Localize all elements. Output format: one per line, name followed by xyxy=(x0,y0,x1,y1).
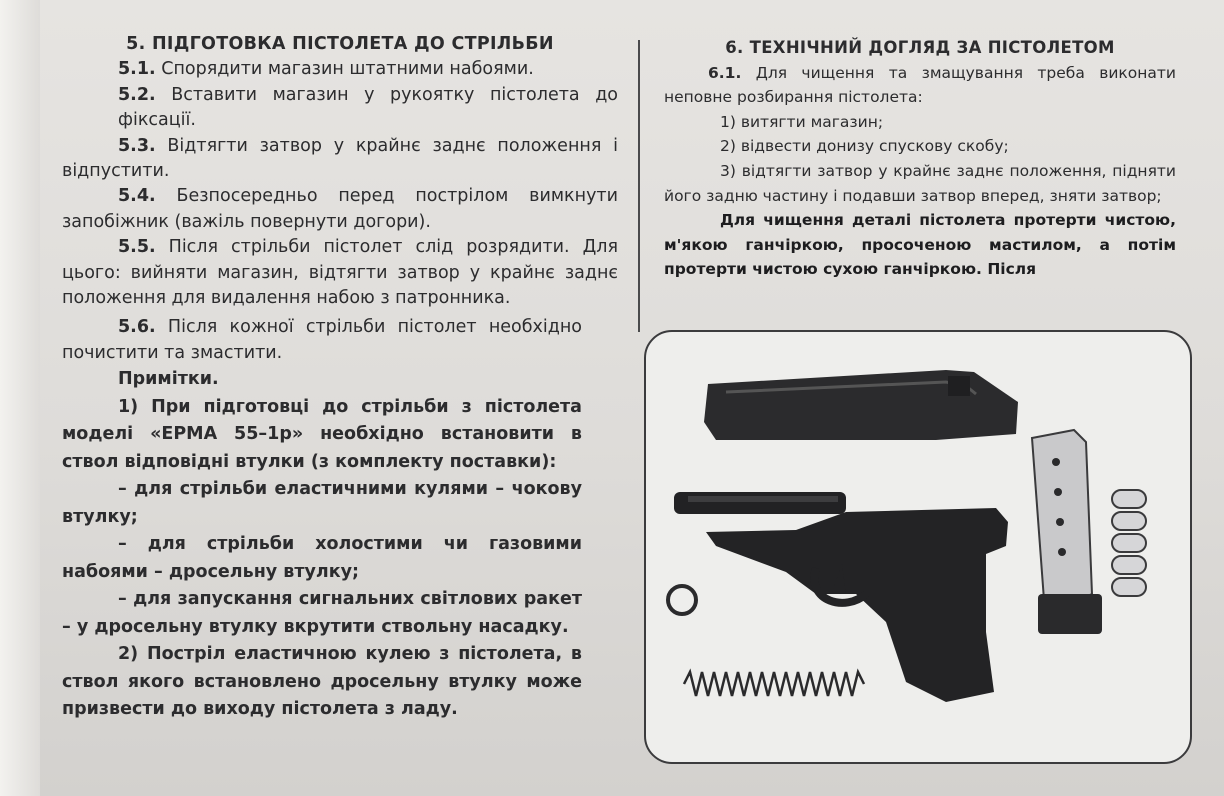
note-1-item-b: – для стрільби холостими чи газовими набоями – дросельну втулку; xyxy=(62,534,582,582)
pistol-frame xyxy=(674,492,1008,702)
notes-heading: Примітки. xyxy=(118,369,219,390)
paragraph-6-1 xyxy=(664,61,1176,110)
step-1: 1) витягти магазин; xyxy=(720,112,884,131)
bushing-ring xyxy=(668,586,696,614)
paragraph-5-2-number: 5.2. xyxy=(118,84,156,105)
paragraph-5-1-text: Спорядити магазин штатними набоями. xyxy=(155,59,534,80)
paragraph-5-2-text: Вставити магазин у рукоятку пістолета до фіксації. xyxy=(118,84,618,131)
paragraph-5-5-text: Після стрільби пістолет слід розрядити. Для цього: вийняти магазин, відтягти затвор у крайнє заднє положення для видалення набою з патронника. xyxy=(62,237,618,309)
note-1-item-a: – для стрільби еластичними кулями – чокову втулку; xyxy=(62,479,582,527)
recoil-spring xyxy=(684,672,864,696)
paragraph-5-6-number: 5.6. xyxy=(118,317,156,338)
paragraph-5-3-text: Відтягти затвор у крайнє заднє положення і відпустити. xyxy=(62,135,618,182)
note-1-item-c: – для запускання сигнальних світлових ракет – у дросельну втулку вкрутити ствольну насадку. xyxy=(62,589,582,637)
step-2: 2) відвести донизу спускову скобу; xyxy=(720,137,1009,156)
paragraph-6-1-text: Для чищення та змащування треба виконати неповне розбирання пістолета: xyxy=(664,63,1176,107)
paragraph-5-2 xyxy=(62,83,618,134)
paragraph-5-1-number: 5.1. xyxy=(118,59,156,80)
cleaning-paragraph: Для чищення деталі пістолета протерти чистою, м'якою ганчіркою, просоченою мастилом, а потім протерти чистою сухою ганчіркою. Після xyxy=(664,211,1176,279)
magazine-part xyxy=(1032,430,1102,634)
step-3: 3) відтягти затвор у крайнє заднє положення, підняти його задню частину і подавши затвор вперед, зняти затвор; xyxy=(664,161,1176,205)
paragraph-5-4 xyxy=(62,184,618,235)
cartridges xyxy=(1112,490,1146,596)
note-2: 2) Постріл еластичною кулею з пістолета, в ствол якого встановлено дросельну втулку може призвести до виходу пістолета з ладу. xyxy=(62,644,582,720)
pistol-parts-photo xyxy=(644,330,1192,764)
section-5-heading: 5. ПІДГОТОВКА ПІСТОЛЕТА ДО СТРІЛЬБИ xyxy=(126,34,554,54)
paragraph-5-6 xyxy=(62,315,582,366)
notes-block xyxy=(62,366,582,724)
section-6-heading: 6. ТЕХНІЧНИЙ ДОГЛЯД ЗА ПІСТОЛЕТОМ xyxy=(725,38,1115,57)
paragraph-5-4-text: Безпосередньо перед пострілом вимкнути запобіжник (важіль повернути догори). xyxy=(62,186,618,232)
pistol-parts-illustration xyxy=(646,332,1190,762)
paragraph-5-3-number: 5.3. xyxy=(118,135,156,156)
paragraph-5-6-text: Після кожної стрільби пістолет необхідно почистити та змастити. xyxy=(62,317,582,363)
right-column xyxy=(664,36,1176,282)
page-edge xyxy=(0,0,40,796)
paragraph-5-5-number: 5.5. xyxy=(118,237,156,258)
paragraph-5-4-number: 5.4. xyxy=(118,186,156,207)
paragraph-6-1-number: 6.1. xyxy=(708,63,742,82)
slide-part xyxy=(704,370,1018,440)
note-1-intro: 1) При підготовці до стрільби з пістолета моделі «ЕРМА 55–1р» необхідно встановити в ствол відповідні втулки (з комплекту поставки): xyxy=(62,396,582,472)
left-column xyxy=(62,32,618,724)
paragraph-5-1 xyxy=(62,57,618,82)
column-divider xyxy=(638,40,640,332)
paragraph-5-5 xyxy=(62,235,618,311)
paragraph-5-3 xyxy=(62,134,618,185)
